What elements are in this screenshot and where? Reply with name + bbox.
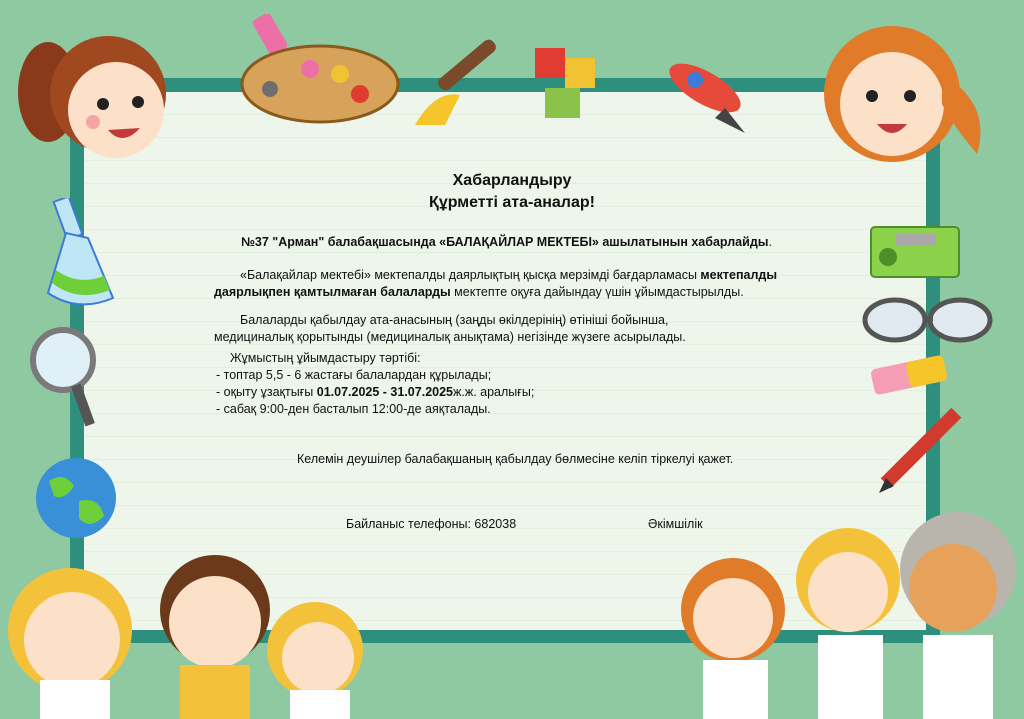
eraser-icon bbox=[868, 354, 950, 396]
announcement-line: №37 "Арман" балабақшасында «БАЛАҚАЙЛАР МЕКТЕБІ» ашылатынын хабарлайды. bbox=[241, 235, 772, 249]
notice-title: Хабарландыру bbox=[452, 172, 572, 189]
magnifier-icon bbox=[28, 322, 108, 432]
order-item-1: - топтар 5,5 - 6 жастағы балалардан құрылады; bbox=[216, 368, 492, 382]
flask-icon bbox=[38, 198, 128, 313]
children-group-icon bbox=[0, 540, 380, 719]
contact-phone: Байланыс телефоны: 682038 bbox=[346, 517, 517, 531]
order-item-3: - сабақ 9:00-ден басталып 12:00-де аяқталады. bbox=[216, 402, 491, 416]
administration-signature: Әкімшілік bbox=[648, 517, 703, 531]
paragraph-1-line-2: даярлықпен қамтылмаған балаларды мектепте оқуға дайындау үшін ұйымдастырылды. bbox=[214, 285, 744, 299]
notice-subtitle: Құрметті ата-аналар! bbox=[429, 194, 595, 211]
palette-icon bbox=[240, 14, 400, 124]
puzzle-icon bbox=[530, 38, 610, 128]
invitation-line: Келемін деушілер балабақшаның қабылдау бөлмесіне келіп тіркелуі қажет. bbox=[297, 452, 734, 466]
paintbrush-icon bbox=[405, 30, 525, 140]
rocket-icon bbox=[655, 48, 755, 138]
paragraph-1-line-1: «Балақайлар мектебі» мектепалды даярлықтың қысқа мерзімді бағдарламасы мектепалды bbox=[240, 268, 778, 282]
order-title: Жұмыстың ұйымдастыру тәртібі: bbox=[230, 351, 421, 365]
globe-icon bbox=[34, 456, 118, 540]
glasses-icon bbox=[855, 290, 995, 350]
pencil-icon bbox=[874, 398, 974, 498]
paragraph-2-line-2: медициналық қорытынды (медициналық анықтама) негізінде жүзеге асырылады. bbox=[214, 330, 686, 344]
girl-face-icon bbox=[792, 14, 1002, 164]
girl-face-icon bbox=[8, 22, 178, 162]
order-item-2: - оқыту ұзақтығы 01.07.2025 - 31.07.2025ж.ж. аралығы; bbox=[216, 385, 535, 399]
paragraph-2-line-1: Балаларды қабылдау ата-анасының (заңды өкілдерінің) өтініші бойынша, bbox=[240, 313, 669, 327]
sharpener-icon bbox=[866, 212, 964, 284]
children-group-icon bbox=[648, 510, 1024, 719]
